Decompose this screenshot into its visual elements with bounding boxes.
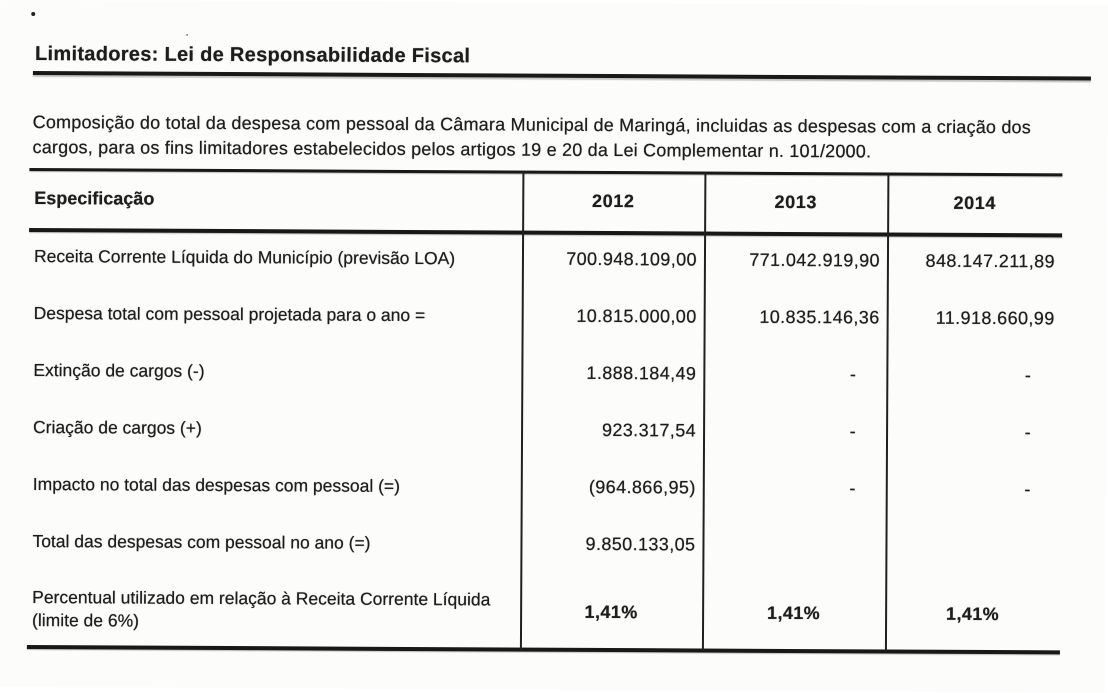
cell-value-2012: 700.948.109,00 <box>566 248 698 270</box>
row-label-criacao-cargos: Criação de cargos (+) <box>33 417 202 438</box>
cell-value-2013: - <box>849 421 857 442</box>
row-label-total-despesas: Total das despesas com pessoal no ano (=) <box>32 531 371 553</box>
intro-paragraph: Composição do total da despesa com pessoal da Câmara Municipal de Maringá, incluidas as despesas com a criação dos cargos, para os fins limitadores estabelecidos pelos artigos 19 e 20 da Lei Complementar n. 101/2000. <box>32 112 1032 162</box>
table-grid <box>27 168 1062 653</box>
cell-value-2014: - <box>1024 479 1031 500</box>
column-header-2014: 2014 <box>953 192 997 213</box>
cell-value-2014: 1,41% <box>946 603 1000 624</box>
cell-value-2014 <box>885 517 1060 575</box>
row-label-extincao-cargos: Extinção de cargos (-) <box>33 360 205 381</box>
row-label-impacto-despesas: Impacto no total das despesas com pessoal (=) <box>32 474 401 496</box>
cell-value-2013: - <box>849 478 856 499</box>
cell-value-2014: - <box>1024 422 1032 443</box>
row-label-receita-corrente: Receita Corrente Líquida do Município (previsão LOA) <box>33 246 456 269</box>
column-header-2013: 2013 <box>774 191 818 212</box>
column-header-especificacao: Especificação <box>34 187 155 209</box>
cell-value-2013 <box>702 517 885 575</box>
title-underline <box>33 71 1091 81</box>
cell-value-2013: 771.042.919,90 <box>749 249 881 271</box>
page-title: Limitadores: Lei de Responsabilidade Fiscal <box>34 43 471 68</box>
scan-speck-icon <box>186 34 188 36</box>
row-label-percentual-utilizado: Percentual utilizado em relação à Receita Corrente Líquida (limite de 6%) <box>32 587 491 631</box>
scan-speck-icon <box>31 12 35 16</box>
cell-value-2012: (964.866,95) <box>588 476 696 498</box>
cell-value-2012: 923.317,54 <box>601 420 697 441</box>
cell-value-2013: 1,41% <box>767 602 821 623</box>
row-label-despesa-total: Despesa total com pessoal projetada para o ano = <box>33 303 426 326</box>
cell-value-2012: 1,41% <box>584 601 638 622</box>
cell-value-2012: 1.888.184,49 <box>586 362 697 384</box>
column-header-2012: 2012 <box>591 190 635 211</box>
cell-value-2012: 10.815.000,00 <box>576 305 697 327</box>
fiscal-limits-table <box>27 168 1063 655</box>
cell-value-2014: - <box>1024 365 1032 386</box>
cell-value-2014: 11.918.660,99 <box>935 307 1055 329</box>
cell-value-2014: 848.147.211,89 <box>925 250 1056 272</box>
cell-value-2012: 9.850.133,05 <box>585 533 696 555</box>
cell-value-2013: 10.835.146,36 <box>759 306 880 328</box>
cell-value-2013: - <box>849 364 857 385</box>
